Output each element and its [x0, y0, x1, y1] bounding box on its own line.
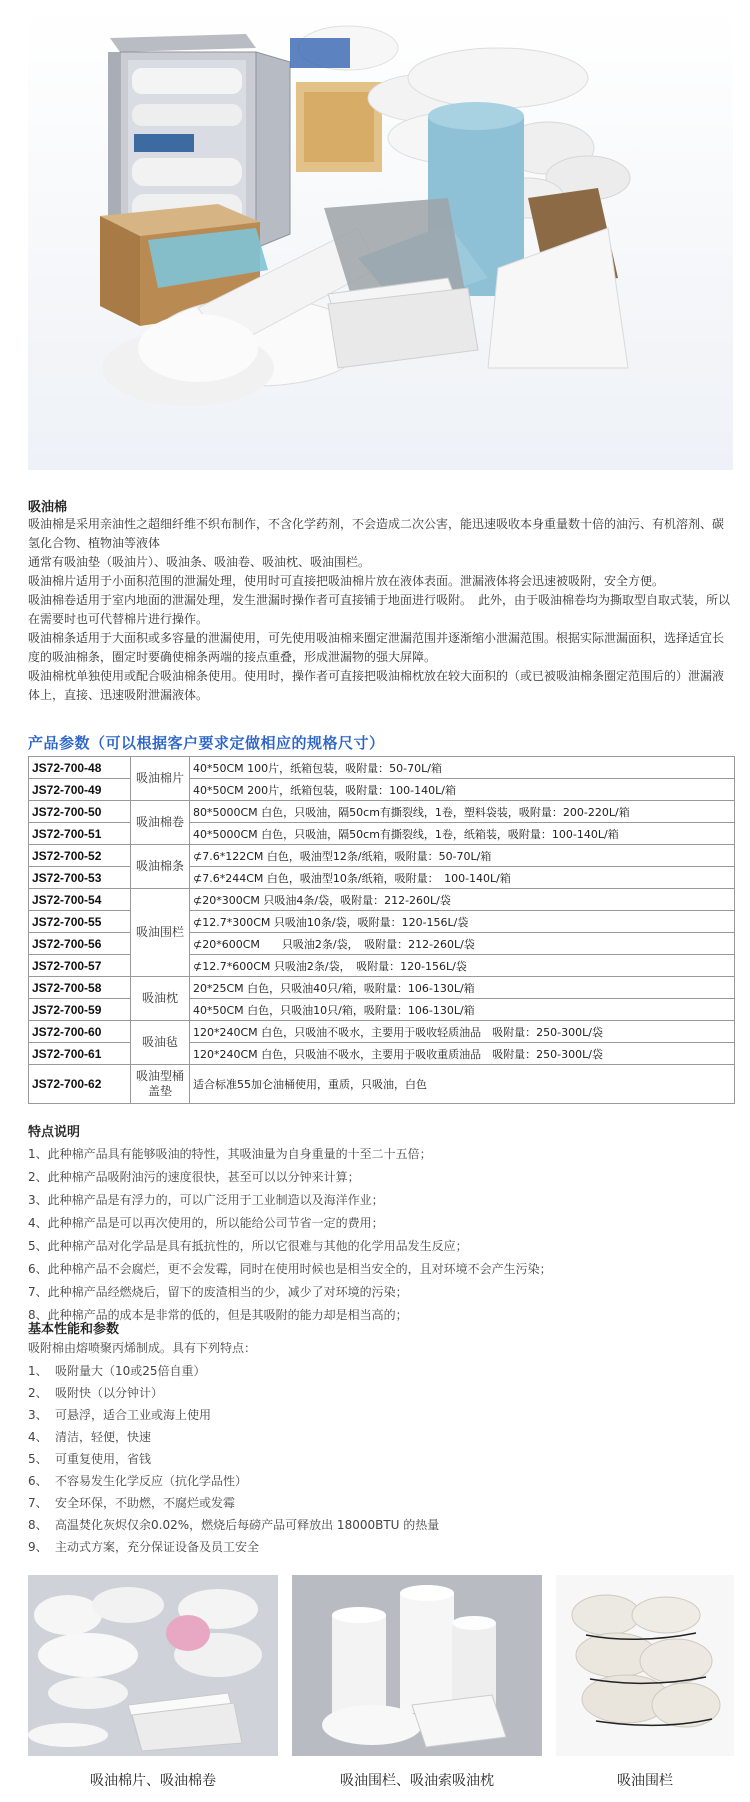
caption-booms-socks: 吸油围栏、吸油索吸油枕: [340, 1773, 494, 1789]
item-number: 1、: [28, 1364, 48, 1378]
table-row: [29, 1065, 735, 1104]
product-code: JS72-700-59: [29, 999, 131, 1021]
item-text: 可重复使用，省钱: [55, 1452, 152, 1466]
product-category: 吸油棉片: [131, 757, 190, 801]
product-code: JS72-700-49: [29, 779, 131, 801]
photo-pads-rolls-illustration: [28, 1575, 278, 1756]
intro-paragraph: 通常有吸油垫（吸油片）、吸油条、吸油卷、吸油枕、吸油围栏。: [28, 555, 371, 569]
product-desc: ⊄20*300CM 只吸油4条/袋，吸附量：212-260L/袋: [190, 889, 735, 911]
intro-text: [28, 515, 733, 705]
product-desc: 40*50CM 200片，纸箱包装，吸附量：100-140L/箱: [190, 779, 735, 801]
photo-booms: [556, 1575, 734, 1756]
product-code: JS72-700-56: [29, 933, 131, 955]
photo-pads-rolls: [28, 1575, 278, 1756]
list-item: [28, 1360, 733, 1382]
product-code: JS72-700-53: [29, 867, 131, 889]
item-text: 清洁，轻便，快速: [55, 1430, 152, 1444]
list-item: 6、此种棉产品不会腐烂，更不会发霉，同时在使用时候也是相当安全的，且对环境不会产生污染；: [28, 1262, 552, 1276]
list-item: 1、此种棉产品具有能够吸油的特性，其吸油量为自身重量的十至二十五倍；: [28, 1147, 432, 1161]
intro-paragraph: 吸油棉是采用亲油性之超细纤维不织布制作，不含化学药剂，不会造成二次公害，能迅速吸收本身重量数十倍的油污、有机溶剂、碳氢化合物、植物油等液体: [28, 517, 725, 550]
photo-booms-socks: [292, 1575, 542, 1756]
product-desc: 40*50CM 100片，纸箱包装，吸附量：50-70L/箱: [190, 757, 735, 779]
hero-product-image: [28, 8, 733, 470]
caption-booms: 吸油围栏: [617, 1773, 673, 1789]
item-text: 高温焚化灰烬仅余0.02%，燃烧后每磅产品可释放出 18000BTU 的热量: [55, 1518, 440, 1532]
product-desc: 80*5000CM 白色，只吸油，隔50cm有撕裂线，1卷，塑料袋装，吸附量：200-220L/箱: [190, 801, 735, 823]
intro-heading: 吸油棉: [28, 500, 68, 515]
item-number: 2、: [28, 1386, 48, 1400]
product-category: 吸油型桶盖垫: [131, 1065, 190, 1104]
item-number: 9、: [28, 1540, 48, 1554]
product-desc: 120*240CM 白色，只吸油不吸水，主要用于吸收轻质油品 吸附量：250-300L/袋: [190, 1021, 735, 1043]
table-row: [29, 1021, 735, 1043]
product-code: JS72-700-62: [29, 1065, 131, 1104]
product-code: JS72-700-54: [29, 889, 131, 911]
product-code: JS72-700-55: [29, 911, 131, 933]
table-row: [29, 801, 735, 823]
item-text: 吸附量大（10或25倍自重）: [55, 1364, 206, 1378]
intro-paragraph: 吸油棉片适用于小面积范围的泄漏处理，使用时可直接把吸油棉片放在液体表面。泄漏液体将会迅速被吸附，安全方便。: [28, 574, 665, 588]
list-item: [28, 1492, 733, 1514]
list-item: 4、此种棉产品是可以再次使用的，所以能给公司节省一定的费用；: [28, 1216, 384, 1230]
list-item: [28, 1470, 733, 1492]
table-row: [29, 889, 735, 911]
product-desc: ⊄7.6*122CM 白色，吸油型12条/纸箱，吸附量：50-70L/箱: [190, 845, 735, 867]
list-item: 5、此种棉产品对化学品是具有抵抗性的，所以它很难与其他的化学用品发生反应；: [28, 1239, 468, 1253]
product-code: JS72-700-51: [29, 823, 131, 845]
performance-heading: 基本性能和参数: [28, 1322, 120, 1337]
product-code: JS72-700-60: [29, 1021, 131, 1043]
product-desc: ⊄20*600CM 只吸油2条/袋， 吸附量：212-260L/袋: [190, 933, 735, 955]
product-category: 吸油棉卷: [131, 801, 190, 845]
list-item: [28, 1536, 733, 1558]
product-code: JS72-700-61: [29, 1043, 131, 1065]
caption-pads-rolls: 吸油棉片、吸油棉卷: [90, 1773, 216, 1789]
list-item: [28, 1514, 733, 1536]
table-row: [29, 757, 735, 779]
product-code: JS72-700-58: [29, 977, 131, 999]
item-text: 主动式方案，充分保证设备及员工安全: [55, 1540, 260, 1554]
list-item: [28, 1426, 733, 1448]
product-desc: 适合标准55加仑油桶使用，重质，只吸油，白色: [190, 1065, 735, 1104]
list-item: 3、此种棉产品是有浮力的，可以广泛用于工业制造以及海洋作业；: [28, 1193, 384, 1207]
list-item: [28, 1448, 733, 1470]
product-category: 吸油围栏: [131, 889, 190, 977]
item-text: 吸附快（以分钟计）: [55, 1386, 164, 1400]
item-text: 安全环保，不助燃，不腐烂或发霉: [55, 1496, 236, 1510]
intro-paragraph: 吸油棉条适用于大面积或多容量的泄漏使用，可先使用吸油棉来圈定泄漏范围并逐渐缩小泄漏范围。根据实际泄漏面积，选择适宜长度的吸油棉条，圈定时要确使棉条两端的接点重叠，形成泄漏物的强大屏障。: [28, 631, 725, 664]
product-desc: 120*240CM 白色，只吸油不吸水，主要用于吸收重质油品 吸附量：250-300L/袋: [190, 1043, 735, 1065]
intro-paragraph: 吸油棉卷适用于室内地面的泄漏处理，发生泄漏时操作者可直接铺于地面进行吸附。 此外，由于吸油棉卷均为撕取型自取式装，所以在需要时也可代替棉片进行操作。: [28, 593, 731, 626]
product-desc: ⊄12.7*600CM 只吸油2条/袋， 吸附量：120-156L/袋: [190, 955, 735, 977]
product-code: JS72-700-48: [29, 757, 131, 779]
product-code: JS72-700-52: [29, 845, 131, 867]
list-item: [28, 1382, 733, 1404]
product-category: 吸油枕: [131, 977, 190, 1021]
list-item: 7、此种棉产品经燃烧后，留下的废渣相当的少，减少了对环境的污染；: [28, 1285, 408, 1299]
product-desc: ⊄7.6*244CM 白色，吸油型10条/纸箱，吸附量： 100-140L/箱: [190, 867, 735, 889]
features-list: [28, 1143, 733, 1327]
item-number: 4、: [28, 1430, 48, 1444]
list-item: 8、此种棉产品的成本是非常的低的，但是其吸附的能力却是相当高的；: [28, 1308, 408, 1322]
table-row: [29, 845, 735, 867]
params-title: 产品参数（可以根据客户要求定做相应的规格尺寸）: [28, 734, 385, 752]
list-item: 2、此种棉产品吸附油污的速度很快，甚至可以以分钟来计算；: [28, 1170, 360, 1184]
product-desc: 40*50CM 白色，只吸油10只/箱，吸附量：106-130L/箱: [190, 999, 735, 1021]
item-number: 6、: [28, 1474, 48, 1488]
product-category: 吸油毡: [131, 1021, 190, 1065]
product-category: 吸油棉条: [131, 845, 190, 889]
item-number: 8、: [28, 1518, 48, 1532]
item-text: 可悬浮，适合工业或海上使用: [55, 1408, 212, 1422]
item-text: 不容易发生化学反应（抗化学品性）: [55, 1474, 248, 1488]
table-row: [29, 977, 735, 999]
performance-intro: 吸附棉由熔喷聚丙烯制成。具有下列特点：: [28, 1341, 257, 1355]
spec-table: [28, 756, 735, 1104]
performance-list: [28, 1360, 733, 1558]
product-desc: 40*5000CM 白色，只吸油，隔50cm有撕裂线，1卷，纸箱装，吸附量：100-140L/箱: [190, 823, 735, 845]
photo-booms-socks-illustration: [292, 1575, 542, 1756]
hero-illustration: [28, 8, 733, 470]
product-desc: 20*25CM 白色，只吸油40只/箱，吸附量：106-130L/箱: [190, 977, 735, 999]
features-heading: 特点说明: [28, 1125, 81, 1140]
product-code: JS72-700-57: [29, 955, 131, 977]
product-code: JS72-700-50: [29, 801, 131, 823]
list-item: [28, 1404, 733, 1426]
photo-booms-illustration: [556, 1575, 734, 1756]
item-number: 5、: [28, 1452, 48, 1466]
product-desc: ⊄12.7*300CM 只吸油10条/袋，吸附量：120-156L/袋: [190, 911, 735, 933]
item-number: 3、: [28, 1408, 48, 1422]
intro-paragraph: 吸油棉枕单独使用或配合吸油棉条使用。使用时，操作者可直接把吸油棉枕放在较大面积的（或已被吸油棉条圈定范围后的）泄漏液体上，直接、迅速吸附泄漏液体。: [28, 669, 725, 702]
item-number: 7、: [28, 1496, 48, 1510]
